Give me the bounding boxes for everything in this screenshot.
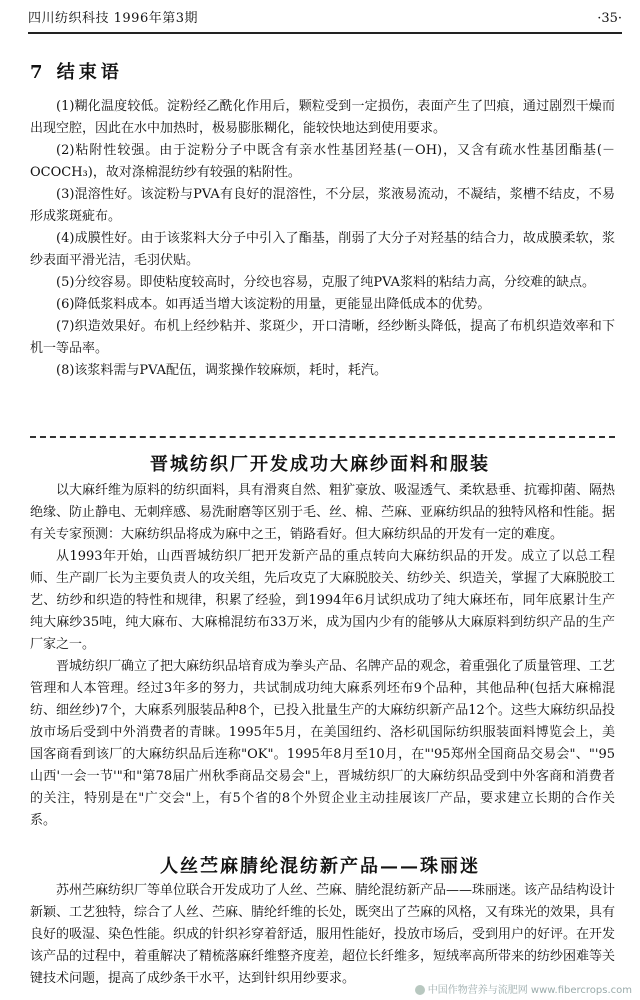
article-1-title: 晋城纺织厂开发成功大麻纱面料和服装 [150,454,490,475]
conclusion-item-4: (4)成膜性好。由于该浆料大分子中引入了酯基，削弱了大分子对羟基的结合力，故成膜柔软，浆纱表面平滑光洁，毛羽伏贴。 [30,231,615,268]
conclusion-item-2: (2)粘附性较强。由于淀粉分子中既含有亲水性基团羟基(－OH)，又含有疏水性基团酯基(－OCOCH₃)，故对涤棉混纺纱有较强的粘附性。 [30,143,615,180]
article-2-title: 人丝苎麻腈纶混纺新产品——珠丽迷 [160,856,480,877]
article-1-paragraph: 晋城纺织厂确立了把大麻纺织品培育成为拳头产品、名牌产品的观念，着重强化了质量管理、工艺管理和人本管理。经过3年多的努力，共试制成功纯大麻系列坯布9个品种，其他品种(包括大麻棉混纺、细丝纱)7个，大麻系列服装品种8个，已投入批量生产的大麻纺织新产品12个。这些大麻纺织品投放市场后受到中外消费者的青睐。1995年5月，在美国纽约、洛杉矶国际纺织服装面料博览会上，美国客商看到该厂的大麻纺织品后连称"OK"。1995年8月至10月，在"'95郑州全国商品交易会"、"'95山西'一会一节'"和"第78届广州秋季商品交易会"上，晋城纺织厂的大麻纺织品受到中外客商和消费者的关注，特别是在"广交会"上，有5个省的8个外贸企业主动挂展该厂产品，要求建立长期的合作关系。 [30,659,616,828]
journal-issue: 四川纺织科技 1996年第3期 [28,11,198,26]
conclusion-item-7: (7)织造效果好。布机上经纱粘并、浆斑少，开口清晰，经纱断头降低，提高了布机织造效率和下机一等品率。 [30,319,615,356]
conclusion-item-6: (6)降低浆料成本。如再适当增大该淀粉的用量，更能显出降低成本的优势。 [56,297,491,312]
article-divider [30,436,615,438]
conclusion-item-8: (8)该浆料需与PVA配伍，调浆操作较麻烦，耗时，耗汽。 [56,363,388,378]
article-1-body [30,480,615,832]
site-watermark [415,981,632,996]
watermark-text: 中国作物营养与流肥网 www.fibercrops.com [427,985,632,996]
article-1-paragraph: 从1993年开始，山西晋城纺织厂把开发新产品的重点转向大麻纺织品的开发。成立了以总工程师、生产副厂长为主要负责人的攻关组，先后攻克了大麻脱胶关、纺纱关、织造关，掌握了大麻脱胶工艺、纺纱和织造的特性和规律，积累了经验，到1994年6月试织成功了纯大麻坯布，同年底累计生产纯大麻纱35吨，纯大麻布、大麻棉混纺布33万米，成为国内少有的能够从大麻原料到纺织产品的生产厂家之一。 [30,549,616,652]
conclusion-item-3: (3)混溶性好。该淀粉与PVA有良好的混溶性，不分层，浆液易流动，不凝结，浆槽不结皮，不易形成浆斑疵布。 [30,187,615,224]
article-1-paragraph: 以大麻纤维为原料的纺织面料，具有滑爽自然、粗犷豪放、吸湿透气、柔软悬垂、抗霉抑菌、隔热绝缘、防止静电、无刺痒感、易洗耐磨等区别于毛、丝、棉、苎麻、亚麻纺织品的独特风格和性能。据有关专家预测：大麻纺织品将成为麻中之王，销路看好。但大麻纺织品的开发有一定的难度。 [30,483,616,542]
conclusion-item-5: (5)分绞容易。即使粘度较高时，分绞也容易，克服了纯PVA浆料的粘结力高，分绞难的缺点。 [56,275,596,290]
conclusion-item-1: (1)糊化温度较低。淀粉经乙酰化作用后，颗粒受到一定损伤，表面产生了凹痕，通过剧烈干燥而出现空腔，因此在水中加热时，极易膨胀糊化，能较快地达到使用要求。 [30,99,615,136]
section-7-body [30,96,615,382]
article-2-body [30,880,615,990]
section-7-title: 7 结束语 [30,62,123,83]
watermark-logo-icon [415,985,425,995]
page-number: ·35· [597,11,622,26]
running-header [28,10,622,34]
article-2-paragraph: 苏州苎麻纺织厂等单位联合开发成功了人丝、苎麻、腈纶混纺新产品——珠丽迷。该产品结构设计新颖、工艺独特，综合了人丝、苎麻、腈纶纤维的长处，既突出了苎麻的风格，又有珠光的效果，具有良好的吸湿、染色性能。织成的针织衫穿着舒适，服用性能好，投放市场后，受到用户的好评。在开发该产品的过程中，着重解决了精梳落麻纤维整齐度差，超位长纤维多，短绒率高所带来的纺纱困难等关键技术问题，提高了成纱条干水平，达到针织用纱要求。 [30,883,616,986]
